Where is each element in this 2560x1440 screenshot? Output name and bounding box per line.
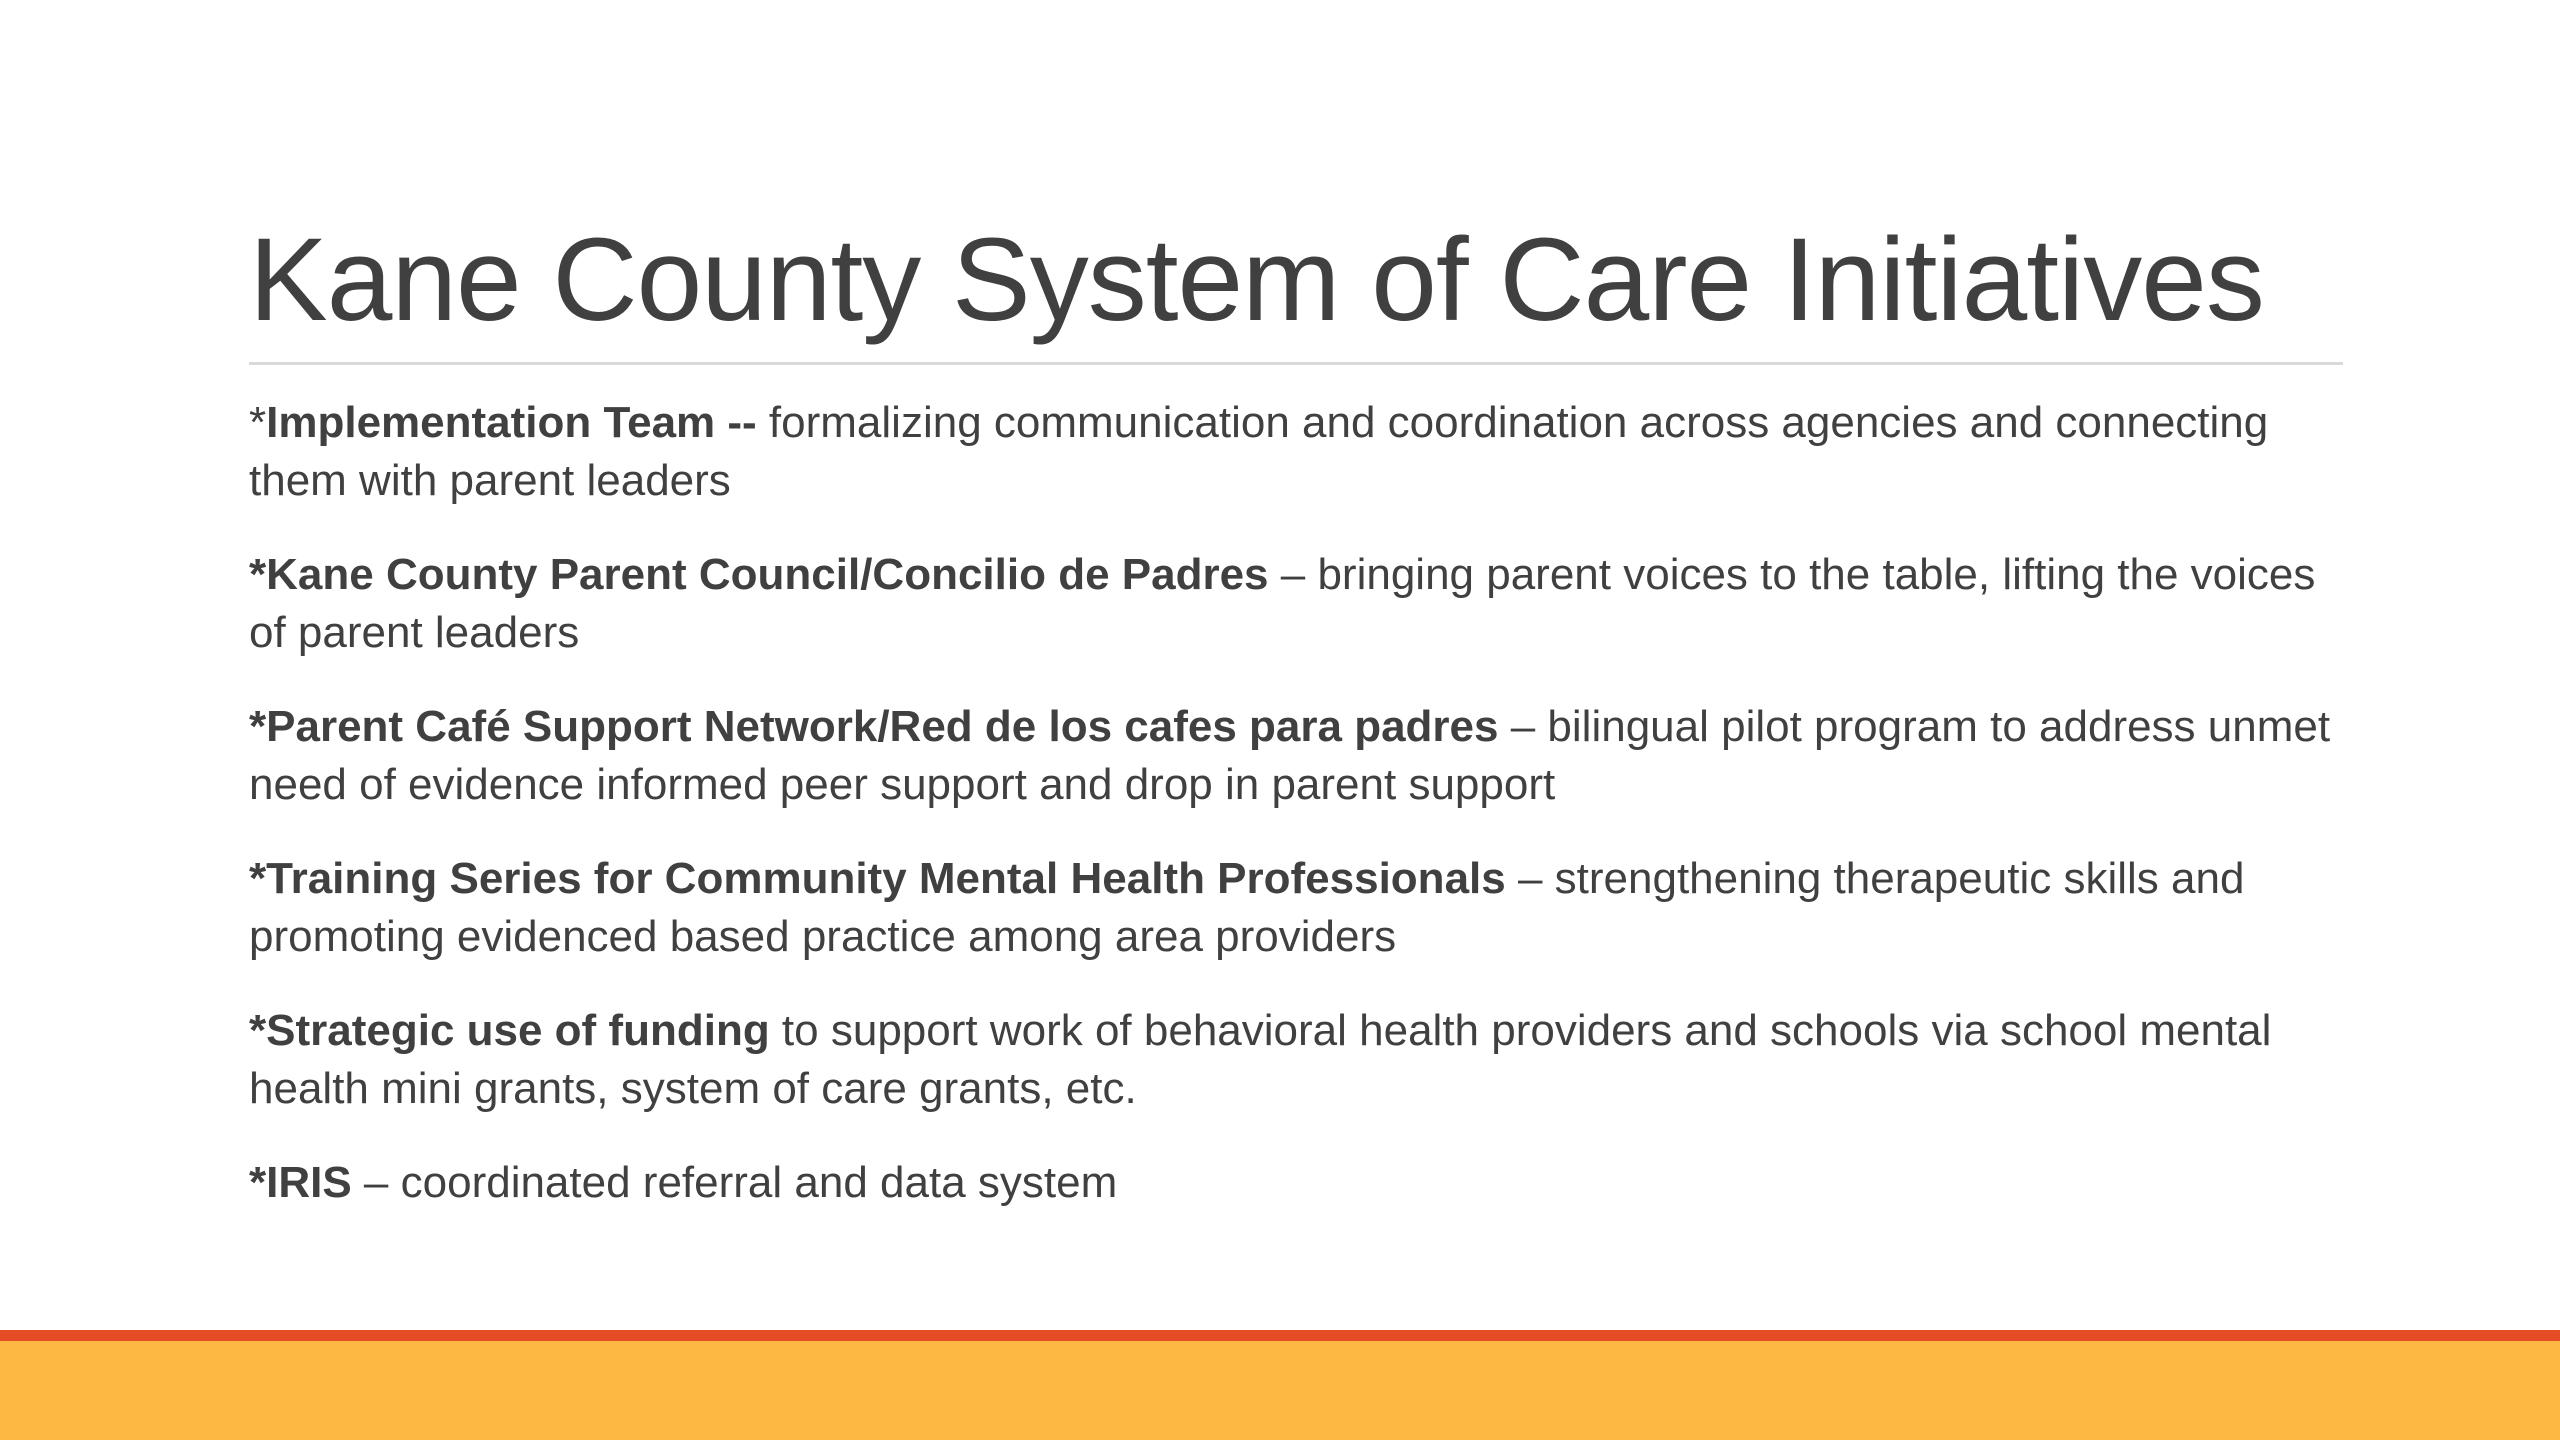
initiative-item-parent-council	[249, 546, 2359, 662]
item-text: to support work of behavioral health providers and schools via school mental health mini grants, system of care grants, etc.	[249, 1006, 2272, 1113]
footer-band	[0, 1341, 2560, 1440]
footer-accent-line	[0, 1330, 2560, 1341]
item-text: – coordinated referral and data system	[351, 1158, 1118, 1207]
title-divider	[249, 362, 2343, 365]
initiative-item-implementation-team	[249, 394, 2359, 510]
initiative-item-training-series	[249, 850, 2359, 966]
item-lead: *Strategic use of funding	[249, 1006, 770, 1055]
slide-title: Kane County System of Care Initiatives	[249, 214, 2264, 346]
item-lead: *Training Series for Community Mental Health Professionals	[249, 854, 1506, 903]
item-lead: *IRIS	[249, 1158, 352, 1207]
item-text: formalizing communication and coordination across agencies and connecting them with parent leaders	[249, 398, 2269, 505]
slide-content	[249, 394, 2359, 1248]
initiative-item-parent-cafe	[249, 698, 2359, 814]
initiative-item-iris	[249, 1154, 2359, 1212]
item-prefix: *	[249, 398, 267, 447]
initiative-item-strategic-funding	[249, 1002, 2359, 1118]
item-lead: Implementation Team --	[266, 398, 757, 447]
item-text: – strengthening therapeutic skills and promoting evidenced based practice among area providers	[249, 854, 2245, 961]
item-text: – bilingual pilot program to address unmet need of evidence informed peer support and drop in parent support	[249, 702, 2331, 809]
item-text: – bringing parent voices to the table, lifting the voices of parent leaders	[249, 550, 2316, 657]
item-lead: *Parent Café Support Network/Red de los cafes para padres	[249, 702, 1499, 751]
item-lead: *Kane County Parent Council/Concilio de Padres	[249, 550, 1269, 599]
